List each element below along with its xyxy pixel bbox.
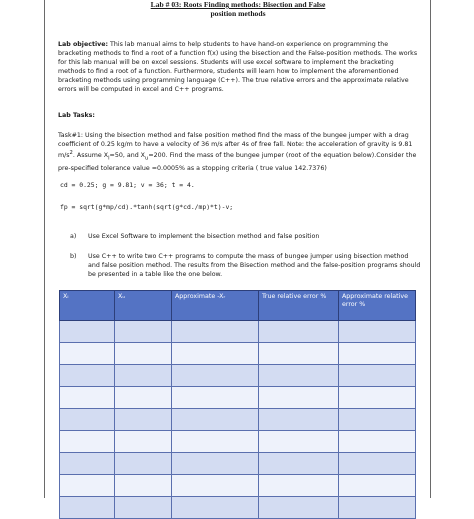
table-row [60, 475, 416, 497]
lab-title-line2: position methods [210, 9, 266, 18]
task1-text-3: =50, and X [109, 152, 146, 160]
table-cell[interactable] [339, 365, 416, 387]
table-row [60, 343, 416, 365]
table-row [60, 453, 416, 475]
table-cell[interactable] [115, 431, 172, 453]
table-cell[interactable] [339, 387, 416, 409]
table-cell[interactable] [259, 431, 339, 453]
table-cell[interactable] [60, 409, 115, 431]
list-marker-a: a) [70, 233, 77, 240]
table-row [60, 409, 416, 431]
table-cell[interactable] [339, 453, 416, 475]
table-cell[interactable] [339, 475, 416, 497]
column-header-approx-relative-error: Approximate relative error % [339, 291, 416, 321]
table-row [60, 387, 416, 409]
list-text-a: Use Excel Software to implement the bisection method and false position [88, 233, 320, 240]
table-cell[interactable] [115, 497, 172, 519]
results-table-header-row [60, 291, 416, 321]
table-cell[interactable] [60, 387, 115, 409]
table-cell[interactable] [60, 321, 115, 343]
table-cell[interactable] [172, 497, 259, 519]
objective-text: This lab manual aims to help students to have hand-on experience on programming the bracketing methods to find a root of a function f(x) using the bisection and the False-position methods. The works for this lab manual will be on excel sessions. Students will use excel software to implement the bracketing methods to find a root of a function. Furthermore, students will learn how to implement the aforementioned bracketing methods using programming language (C++). The true relative errors and the approximate relative errors will be computed in excel and C++ programs. [58, 41, 418, 94]
code-line-function: fp = sqrt(g*mp/cd).*tanh(sqrt(g*cd./mp)*t)-v; [60, 203, 234, 211]
table-cell[interactable] [259, 343, 339, 365]
table-cell[interactable] [339, 431, 416, 453]
table-cell[interactable] [172, 387, 259, 409]
list-marker-b: b) [70, 253, 77, 260]
table-cell[interactable] [172, 409, 259, 431]
table-cell[interactable] [115, 387, 172, 409]
lab-title-line1: Lab # 03: Roots Finding methods: Bisection and False [150, 0, 326, 9]
table-cell[interactable] [60, 365, 115, 387]
table-cell[interactable] [259, 321, 339, 343]
tasks-heading: Lab Tasks: [58, 112, 95, 119]
table-cell[interactable] [339, 409, 416, 431]
column-header-true-relative-error: True relative error % [259, 291, 339, 321]
table-cell[interactable] [259, 409, 339, 431]
column-header-xl: Xₗ [60, 291, 115, 321]
table-cell[interactable] [115, 343, 172, 365]
results-table-body [60, 321, 416, 519]
table-cell[interactable] [339, 497, 416, 519]
task1-sup: 2 [69, 150, 73, 157]
task1-sub-l: l [108, 155, 110, 162]
table-cell[interactable] [339, 343, 416, 365]
task1-text-2: . Assume X [72, 152, 109, 160]
column-header-xu: Xᵤ [115, 291, 172, 321]
column-header-approx-xr: Approximate -Xᵣ [172, 291, 259, 321]
objective-paragraph [58, 40, 422, 95]
table-cell[interactable] [60, 431, 115, 453]
table-cell[interactable] [60, 453, 115, 475]
table-cell[interactable] [115, 321, 172, 343]
list-text-b: Use C++ to write two C++ programs to compute the mass of bungee jumper using bisection method and false position method. The results from the Bisection method and the false-position programs should be presented in a table like the one below. [88, 253, 421, 279]
table-cell[interactable] [172, 453, 259, 475]
table-cell[interactable] [60, 475, 115, 497]
code-line-constants: cd = 0.25; g = 9.81; v = 36; t = 4. [60, 181, 195, 189]
table-cell[interactable] [172, 343, 259, 365]
objective-label: Lab objective: [58, 41, 109, 48]
table-row [60, 497, 416, 519]
table-cell[interactable] [259, 497, 339, 519]
table-row [60, 365, 416, 387]
table-cell[interactable] [172, 431, 259, 453]
table-cell[interactable] [259, 365, 339, 387]
task1-text-4: =200. Find the mass of the bungee jumper (root of the equation below).Consider the pre-specified tolerance value =0.0005% as a stopping criteria ( true value 142.7376) [58, 152, 417, 172]
lab-title [48, 0, 428, 18]
table-cell[interactable] [115, 365, 172, 387]
table-cell[interactable] [259, 453, 339, 475]
table-row [60, 431, 416, 453]
page-right-border [430, 0, 431, 498]
table-cell[interactable] [60, 343, 115, 365]
table-cell[interactable] [259, 387, 339, 409]
task1-text-1: Task#1: Using the bisection method and false position method find the mass of the bungee jumper with a drag coefficient of 0.25 kg/m to have a velocity of 36 m/s after 4s of free fall. Note: the acceleration of gravity is 9.81 m/s [58, 132, 413, 160]
table-cell[interactable] [339, 321, 416, 343]
results-table [59, 290, 416, 519]
table-cell[interactable] [60, 497, 115, 519]
table-cell[interactable] [115, 475, 172, 497]
page-left-border [44, 0, 45, 498]
task1-sub-u: u [145, 155, 149, 162]
table-cell[interactable] [115, 409, 172, 431]
table-cell[interactable] [172, 321, 259, 343]
table-cell[interactable] [172, 365, 259, 387]
table-row [60, 321, 416, 343]
table-cell[interactable] [115, 453, 172, 475]
table-cell[interactable] [172, 475, 259, 497]
task1-paragraph [58, 131, 422, 173]
table-cell[interactable] [259, 475, 339, 497]
